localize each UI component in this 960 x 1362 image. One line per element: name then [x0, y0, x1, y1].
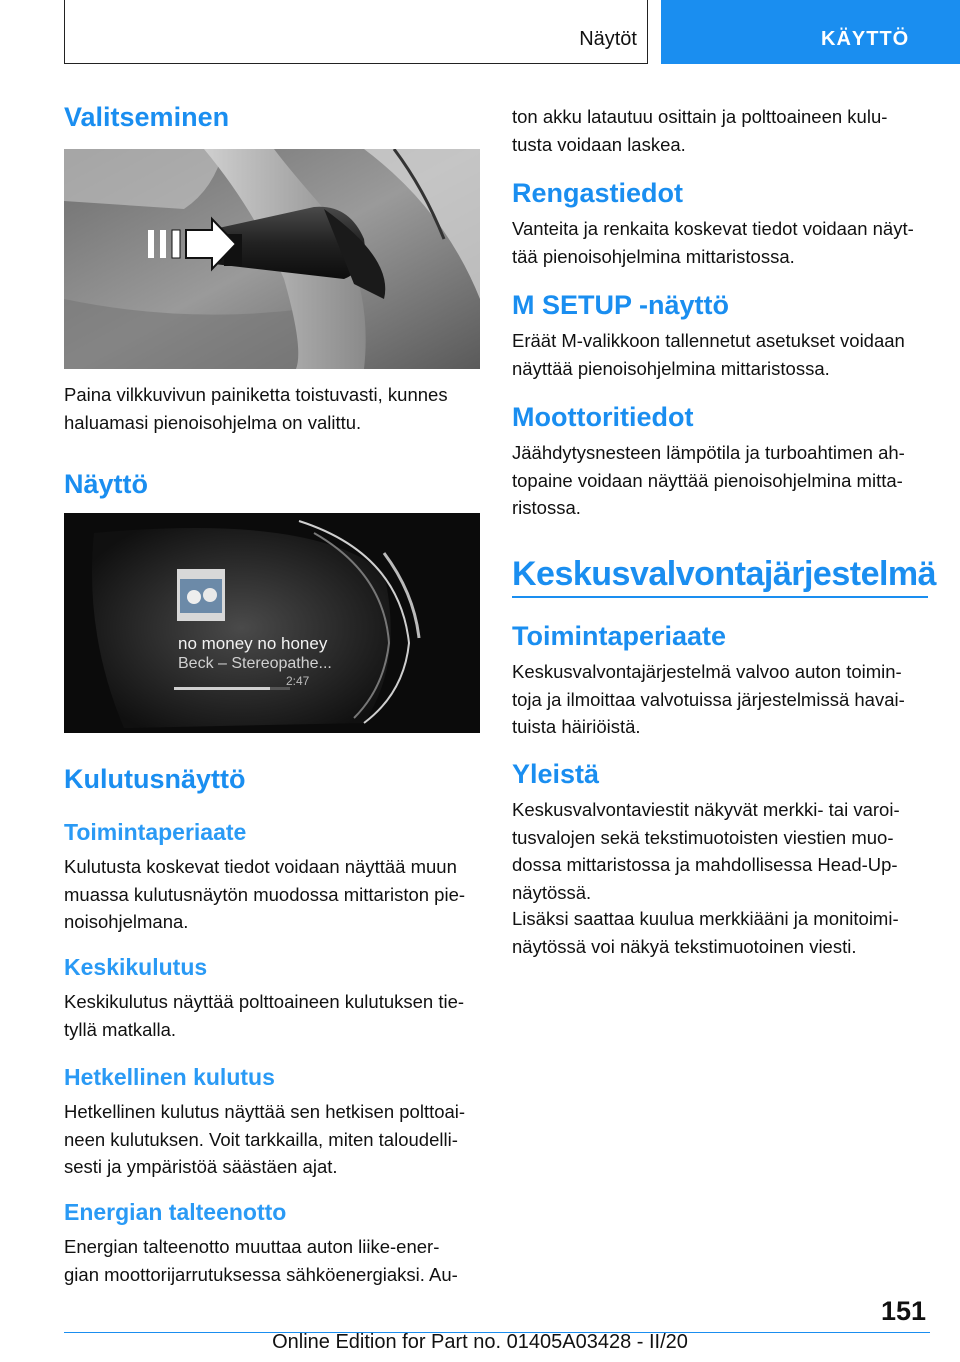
header-chapter-label: KÄYTTÖ [821, 28, 910, 50]
header-section-label: Näytöt [579, 28, 637, 50]
track-title: no money no honey [178, 634, 328, 653]
heading-rule [512, 596, 928, 598]
header-section-box [64, 0, 648, 64]
page-number: 151 [880, 1296, 926, 1326]
heading-recovery: Energian talteenotto [64, 1199, 287, 1225]
footer-edition: Online Edition for Part no. 01405A03428 - II/20 [272, 1331, 688, 1353]
heading-current: Hetkellinen kulutus [64, 1064, 275, 1090]
instrument-cluster-image [64, 513, 480, 733]
recovery-text: Energian talteenotto muuttaa auton liike-ener- gian moottorijarrutuksessa sähköenergiaksi. Au- [64, 1236, 458, 1285]
heading-general: Yleistä [512, 759, 600, 789]
general-text-2: Lisäksi saattaa kuulua merkkiääni ja monitoimi- näytössä voi näkyä tekstimuotoinen viesti. [512, 908, 899, 957]
tires-text: Vanteita ja renkaita koskevat tiedot voidaan näyt- tää pienoisohjelmina mittaristossa. [512, 218, 914, 267]
heading-consumption: Kulutusnäyttö [64, 764, 246, 794]
turn-signal-lever-image [64, 149, 480, 369]
selecting-text: Paina vilkkuvivun painiketta toistuvasti, kunnes haluamasi pienoisohjelma on valittu. [64, 384, 448, 433]
heading-cc-principle: Toimintaperiaate [512, 621, 727, 651]
track-artist: Beck – Stereopathe... [178, 655, 332, 672]
heading-average: Keskikulutus [64, 954, 208, 980]
track-time: 2:47 [286, 674, 310, 688]
average-text: Keskikulutus näyttää polttoaineen kulutuksen tie- tyllä matkalla. [64, 991, 465, 1040]
principle-text: Kulutusta koskevat tiedot voidaan näyttää muun muassa kulutusnäytön muodossa mittariston pie- noisohjelmana. [64, 856, 466, 932]
cc-principle-text: Keskusvalvontajärjestelmä valvoo auton toimin- toja ja ilmoittaa valvotuissa järjestelmissä havai- tuista häiriöistä. [512, 661, 905, 737]
engine-text: Jäähdytysnesteen lämpötila ja turboahtimen ah- topaine voidaan näyttää pienoisohjelmina mitta- ristossa. [512, 442, 905, 518]
header-chapter-tab [661, 0, 960, 64]
recovery-text-cont: ton akku latautuu osittain ja polttoaineen kulu- tusta voidaan laskea. [512, 106, 888, 155]
heading-check-control: Keskusvalvontajärjestelmä [512, 555, 937, 593]
general-text-1: Keskusvalvontaviestit näkyvät merkki- tai varoi- tusvalojen sekä tekstimuotoisten viestien muo- dossa mittaristossa ja mahdollisessa Head-Up- näytössä. [512, 799, 900, 903]
heading-msetup: M SETUP -näyttö [512, 290, 730, 320]
heading-selecting: Valitseminen [64, 102, 230, 132]
heading-engine: Moottoritiedot [512, 402, 694, 432]
heading-tires: Rengastiedot [512, 178, 684, 208]
heading-display: Näyttö [64, 469, 149, 499]
lever-illustration [64, 149, 480, 369]
cluster-illustration [64, 513, 480, 733]
heading-principle: Toimintaperiaate [64, 819, 247, 845]
msetup-text: Eräät M-valikkoon tallennetut asetukset voidaan näyttää pienoisohjelmina mittaristossa. [512, 330, 905, 379]
current-text: Hetkellinen kulutus näyttää sen hetkisen polttoai- neen kulutuksen. Voit tarkkailla, miten taloudelli- sesti ja ympäristöä säästäen ajat. [64, 1101, 466, 1177]
